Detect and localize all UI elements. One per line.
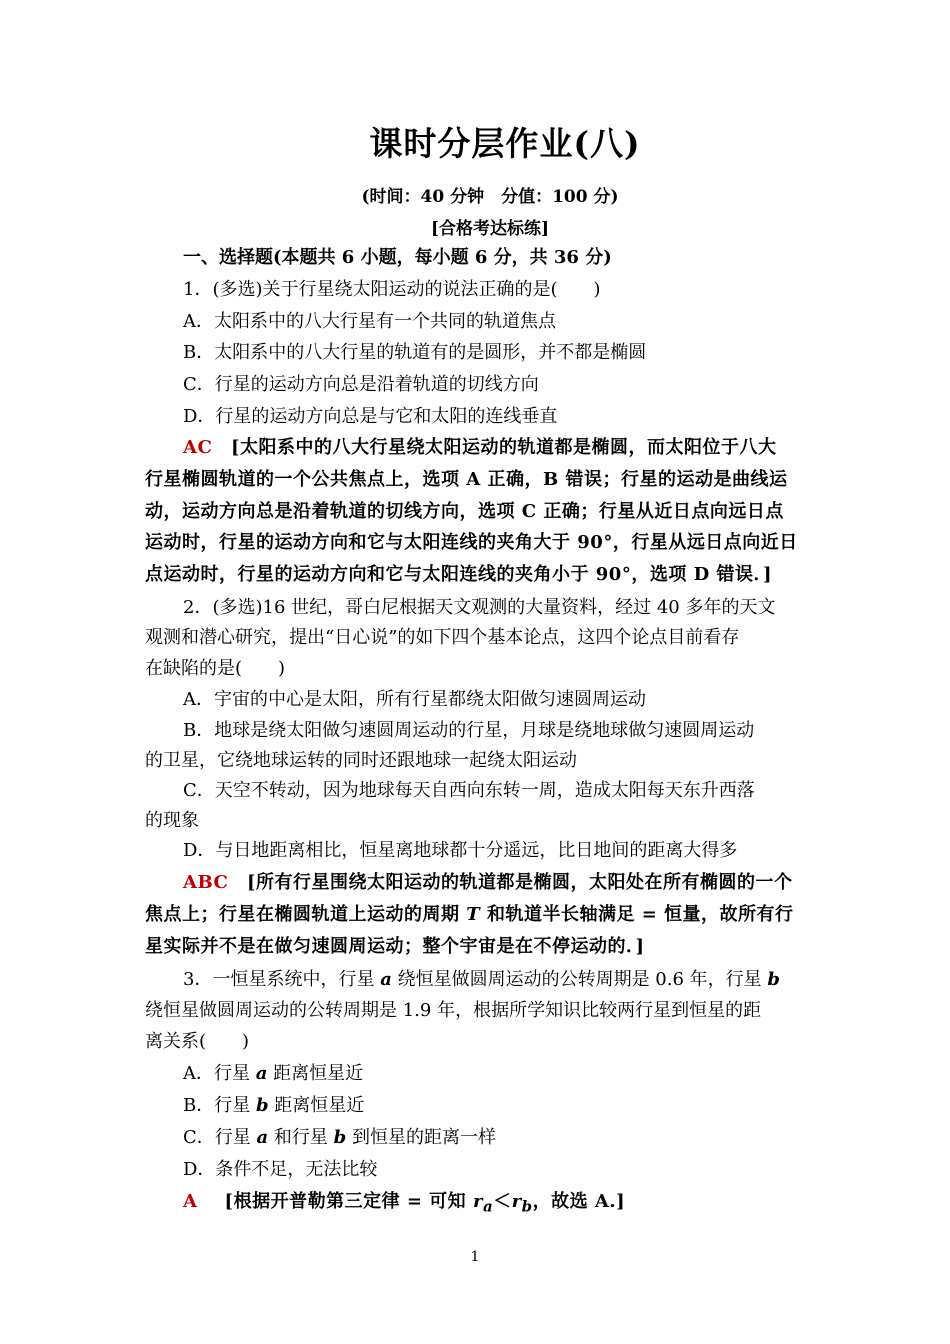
q3-option-b: B．行星 b 距离恒星近 [183, 1095, 365, 1116]
q1-option-c: C．行星的运动方向总是沿着轨道的切线方向 [183, 374, 539, 395]
q2-option-b: 的卫星，它绕地球运转的同时还跟地球一起绕太阳运动 [145, 750, 577, 771]
q2-option-c: 的现象 [145, 810, 199, 831]
q1-explanation-line: 行星椭圆轨道的一个公共焦点上，选项 A 正确，B 错误；行星的运动是曲线运 [145, 469, 788, 490]
q2-explanation-line: 星实际并不是在做匀速圆周运动；整个宇宙是在不停运动的．] [145, 936, 645, 957]
page-number: 1 [470, 1249, 480, 1265]
section-label: [合格考达标练] [430, 219, 550, 239]
q1-answer: AC [183, 437, 213, 458]
q2-explanation-line: ABC [所有行星围绕太阳运动的轨道都是椭圆，太阳处在所有椭圆的一个 [183, 872, 793, 893]
q3-explanation-line: A [根据开普勒第三定律 = 可知 $r_a<r_b$，故选 A.] [183, 1191, 626, 1216]
time-score-info: (时间：40 分钟 分值：100 分) [361, 187, 619, 207]
q2-option-c: C．天空不转动，因为地球每天自西向东转一周，造成太阳每天东升西落 [183, 780, 755, 801]
q2-answer: ABC [183, 872, 229, 893]
q1-explanation-line: AC [太阳系中的八大行星绕太阳运动的轨道都是椭圆，而太阳位于八大 [183, 437, 777, 458]
q2-option-b: B．地球是绕太阳做匀速圆周运动的行星，月球是绕地球做匀速圆周运动 [183, 720, 755, 741]
q1-explanation-line: 运动时，行星的运动方向和它与太阳连线的夹角大于 90°，行星从远日点向近日 [145, 532, 798, 553]
q3-answer: A [183, 1191, 198, 1212]
q3-stem: 绕恒星做圆周运动的公转周期是 1.9 年，根据所学知识比较两行星到恒星的距 [145, 1000, 762, 1021]
q1-explanation-line: 点运动时，行星的运动方向和它与太阳连线的夹角小于 90°，选项 D 错误．] [145, 564, 772, 585]
q2-stem: 观测和潜心研究，提出“日心说”的如下四个基本论点，这四个论点目前看存 [145, 627, 740, 648]
q2-stem: 在缺陷的是( ) [145, 658, 286, 679]
q2-option-d: D．与日地距离相比，恒星离地球都十分遥远，比日地间的距离大得多 [183, 840, 738, 861]
q2-option-a: A．宇宙的中心是太阳，所有行星都绕太阳做匀速圆周运动 [183, 689, 646, 710]
q2-explanation-line: 焦点上；行星在椭圆轨道上运动的周期 T 和轨道半长轴满足 = 恒量，故所有行 [145, 904, 794, 925]
q3-option-d: D．条件不足，无法比较 [183, 1159, 378, 1180]
q3-stem: 离关系( ) [145, 1031, 250, 1052]
q1-option-a: A．太阳系中的八大行星有一个共同的轨道焦点 [183, 311, 556, 332]
q3-option-a: A．行星 a 距离恒星近 [183, 1063, 364, 1084]
q3-option-c: C．行星 a 和行星 b 到恒星的距离一样 [183, 1127, 496, 1148]
q3-stem: 3．一恒星系统中，行星 a 绕恒星做圆周运动的公转周期是 0.6 年，行星 b [183, 969, 780, 990]
q1-explanation-line: 动，运动方向总是沿着轨道的切线方向，选项 C 正确；行星从近日点向远日点 [145, 501, 784, 522]
q1-option-b: B．太阳系中的八大行星的轨道有的是圆形，并不都是椭圆 [183, 342, 647, 363]
q2-stem: 2．(多选)16 世纪，哥白尼根据天文观测的大量资料，经过 40 多年的天文 [183, 597, 776, 618]
page-title: 课时分层作业(八) [369, 124, 641, 163]
q1-option-d: D．行星的运动方向总是与它和太阳的连线垂直 [183, 406, 558, 427]
part-heading: 一、选择题(本题共 6 小题，每小题 6 分，共 36 分) [183, 247, 612, 268]
q1-stem: 1．(多选)关于行星绕太阳运动的说法正确的是( ) [183, 279, 601, 300]
